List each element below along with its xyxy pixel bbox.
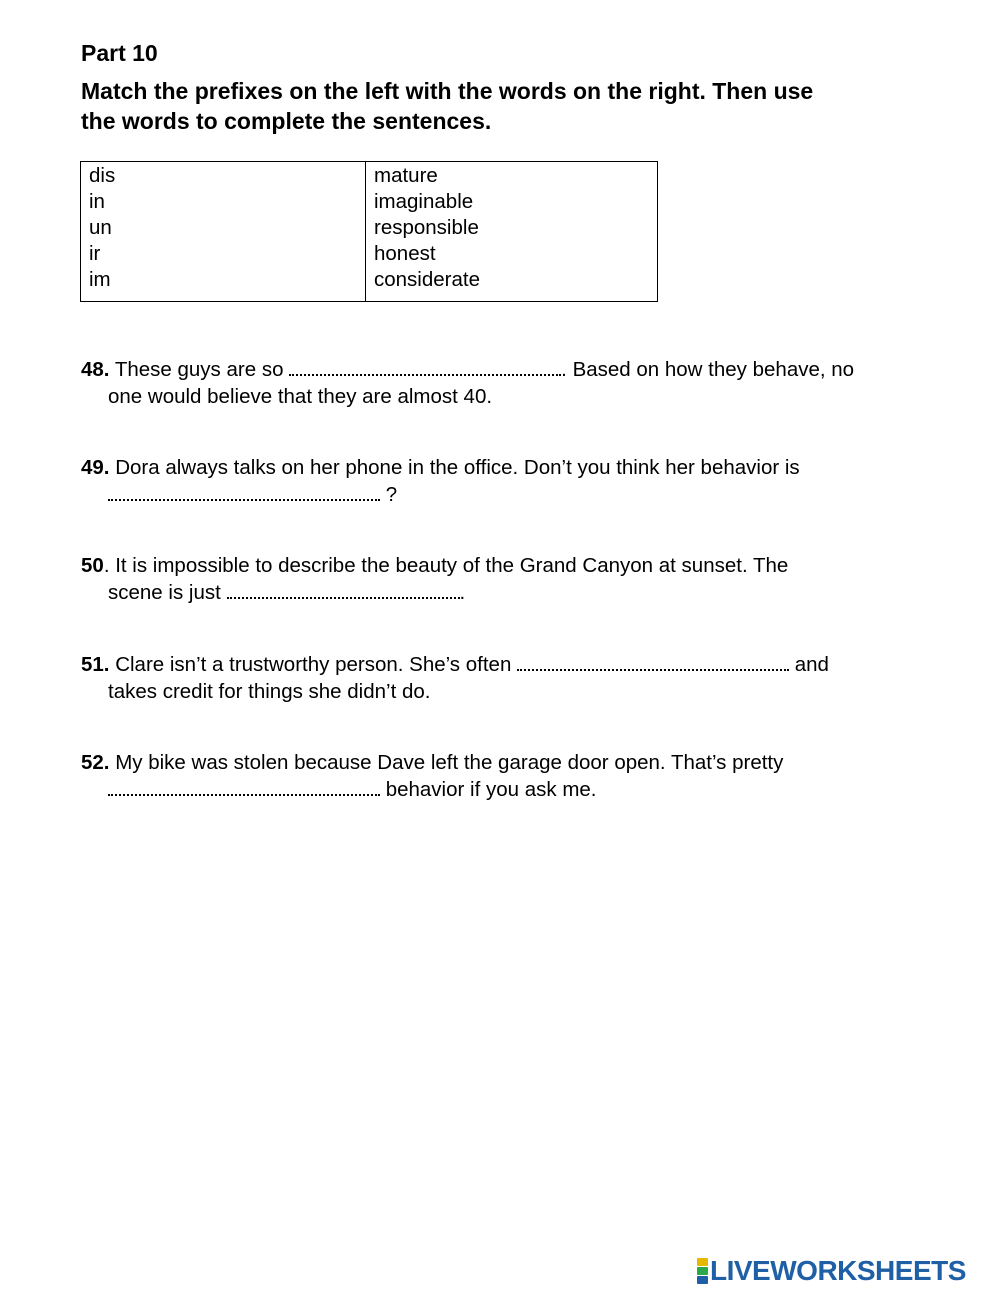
question-text: Clare isn’t a trustworthy person. She’s often bbox=[109, 653, 518, 676]
word-item: considerate bbox=[374, 268, 480, 291]
prefix-item: im bbox=[89, 268, 111, 291]
prefix-item: in bbox=[89, 190, 105, 213]
question-text: one would believe that they are almost 40. bbox=[108, 385, 493, 408]
question-text: scene is just bbox=[108, 581, 227, 604]
page-title: Part 10 bbox=[81, 40, 158, 66]
instructions-line-2: the words to complete the sentences. bbox=[81, 108, 492, 134]
answer-blank-52[interactable] bbox=[108, 780, 380, 796]
liveworksheets-logo bbox=[697, 1256, 966, 1286]
question-50 bbox=[81, 552, 931, 606]
answer-blank-48[interactable] bbox=[289, 360, 561, 376]
matching-table bbox=[80, 161, 658, 302]
prefix-column bbox=[81, 162, 366, 302]
question-number: 50 bbox=[81, 554, 104, 577]
question-text: . bbox=[459, 581, 466, 604]
instructions-line-1: Match the prefixes on the left with the words on the right. Then use bbox=[81, 78, 814, 104]
word-item: honest bbox=[374, 242, 436, 265]
question-text: takes credit for things she didn’t do. bbox=[108, 680, 431, 703]
answer-blank-50[interactable] bbox=[227, 583, 460, 599]
question-number: 49. bbox=[81, 456, 110, 479]
question-text: My bike was stolen because Dave left the garage door open. That’s pretty bbox=[109, 751, 784, 774]
word-item: mature bbox=[374, 164, 438, 187]
word-item: responsible bbox=[374, 216, 479, 239]
question-number: 51. bbox=[81, 653, 110, 676]
prefix-item: dis bbox=[89, 164, 116, 187]
question-text: ? bbox=[380, 483, 398, 506]
question-text: . It is impossible to describe the beauty of the Grand Canyon at sunset. The bbox=[103, 554, 789, 577]
word-item: imaginable bbox=[374, 190, 474, 213]
question-text: and bbox=[789, 653, 829, 676]
instructions bbox=[81, 76, 941, 136]
question-text: These guys are so bbox=[109, 358, 290, 381]
logo-blocks-icon bbox=[697, 1258, 708, 1284]
question-51 bbox=[81, 651, 931, 705]
question-text: behavior if you ask me. bbox=[380, 778, 597, 801]
prefix-item: un bbox=[89, 216, 112, 239]
question-48 bbox=[81, 356, 931, 410]
question-number: 48. bbox=[81, 358, 110, 381]
question-52 bbox=[81, 749, 931, 803]
word-column bbox=[366, 162, 658, 302]
logo-text: LIVEWORKSHEETS bbox=[710, 1255, 966, 1286]
question-text: . Based on how they behave, no bbox=[561, 358, 855, 381]
prefix-item: ir bbox=[89, 242, 101, 265]
answer-blank-49[interactable] bbox=[108, 485, 380, 501]
answer-blank-51[interactable] bbox=[517, 655, 789, 671]
question-text: Dora always talks on her phone in the office. Don’t you think her behavior is bbox=[109, 456, 800, 479]
question-49 bbox=[81, 454, 931, 508]
question-number: 52. bbox=[81, 751, 110, 774]
